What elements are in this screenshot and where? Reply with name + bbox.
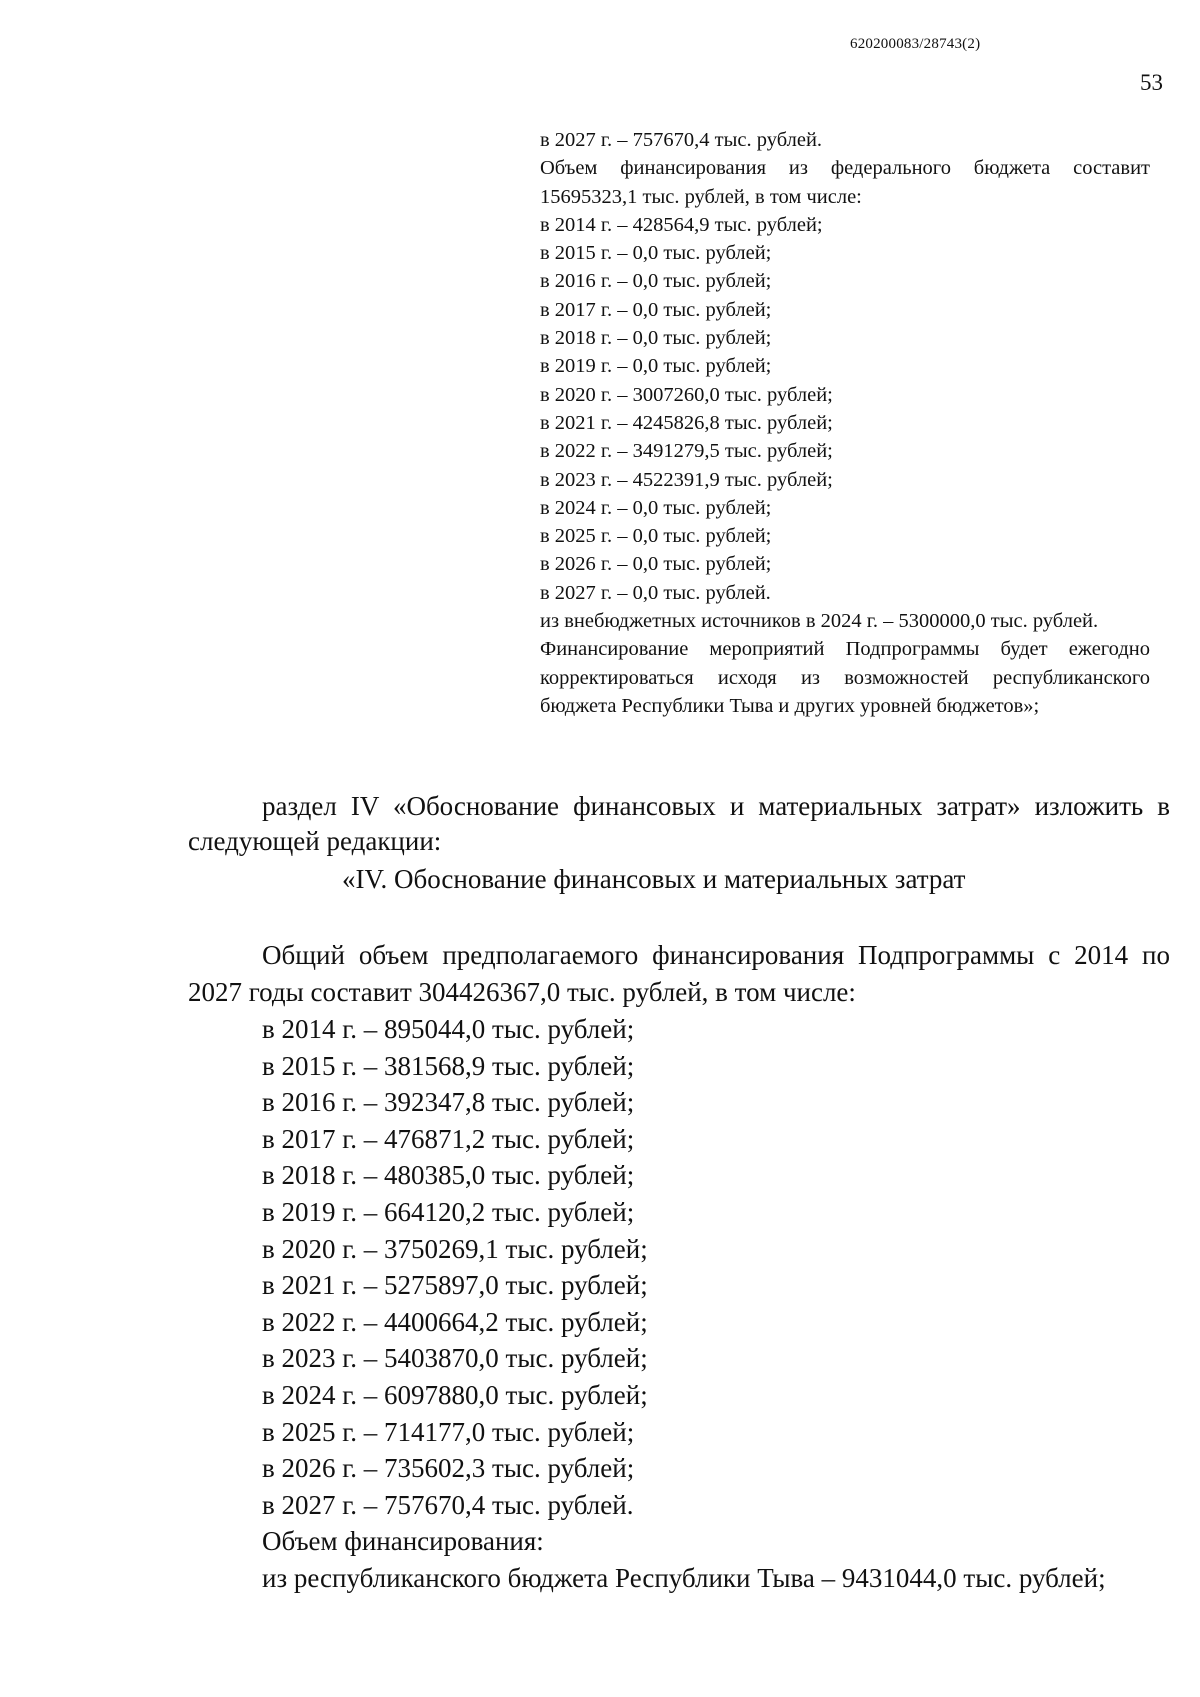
general-year-line: в 2025 г. – 714177,0 тыс. рублей; (262, 1416, 635, 1447)
federal-year-line: в 2025 г. – 0,0 тыс. рублей; (540, 525, 772, 548)
federal-year-line: в 2022 г. – 3491279,5 тыс. рублей; (540, 440, 833, 463)
general-year-line: в 2021 г. – 5275897,0 тыс. рублей; (262, 1270, 648, 1301)
general-funding-intro: Общий объем предполагаемого финансирования Подпрограммы с 2014 по 2027 годы составит 304426367,0 тыс. рублей, в том числе: (188, 940, 1170, 1007)
correction-note: Финансирование мероприятий Подпрограммы будет ежегодно корректироваться исходя из возможностей республиканского бюджета Республики Тыва и других уровней бюджетов»; (540, 638, 1150, 717)
extrabudgetary-sources: из внебюджетных источников в 2024 г. – 5300000,0 тыс. рублей. (540, 610, 1099, 633)
federal-year-line: в 2026 г. – 0,0 тыс. рублей; (540, 553, 772, 576)
general-year-list (262, 1011, 1106, 1597)
general-year-line: в 2019 г. – 664120,2 тыс. рублей; (262, 1196, 635, 1227)
general-year-line: в 2022 г. – 4400664,2 тыс. рублей; (262, 1306, 648, 1337)
federal-year-line: в 2024 г. – 0,0 тыс. рублей; (540, 496, 772, 519)
general-year-line: в 2018 г. – 480385,0 тыс. рублей; (262, 1160, 635, 1191)
federal-year-line: в 2014 г. – 428564,9 тыс. рублей; (540, 213, 823, 236)
funding-volume-label: Объем финансирования: (262, 1526, 544, 1557)
federal-year-line: в 2018 г. – 0,0 тыс. рублей; (540, 327, 772, 350)
general-year-line: в 2016 г. – 392347,8 тыс. рублей; (262, 1087, 635, 1118)
federal-year-line: в 2020 г. – 3007260,0 тыс. рублей; (540, 383, 833, 406)
document-id: 620200083/28743(2) (850, 36, 981, 52)
republic-budget-line: из республиканского бюджета Республики Тыва – 9431044,0 тыс. рублей; (262, 1562, 1106, 1593)
general-year-line: в 2020 г. – 3750269,1 тыс. рублей; (262, 1233, 648, 1264)
total-2027-line: в 2027 г. – 757670,4 тыс. рублей. (540, 129, 823, 151)
general-year-line: в 2026 г. – 735602,3 тыс. рублей; (262, 1453, 635, 1484)
general-year-line: в 2015 г. – 381568,9 тыс. рублей; (262, 1050, 635, 1081)
section-heading: «IV. Обоснование финансовых и материальных затрат (342, 864, 966, 894)
general-year-line: в 2024 г. – 6097880,0 тыс. рублей; (262, 1379, 648, 1410)
federal-year-line: в 2017 г. – 0,0 тыс. рублей; (540, 298, 772, 321)
federal-year-line: в 2027 г. – 0,0 тыс. рублей. (540, 581, 771, 604)
section-intro-paragraph: раздел IV «Обоснование финансовых и материальных затрат» изложить в следующей редакции: (188, 791, 1170, 856)
federal-funding-block (540, 126, 1150, 720)
general-year-line: в 2023 г. – 5403870,0 тыс. рублей; (262, 1343, 648, 1374)
federal-year-line: в 2015 г. – 0,0 тыс. рублей; (540, 242, 772, 265)
federal-year-line: в 2019 г. – 0,0 тыс. рублей; (540, 355, 772, 378)
general-year-line: в 2014 г. – 895044,0 тыс. рублей; (262, 1014, 635, 1044)
page-number: 53 (1140, 70, 1163, 95)
general-year-line: в 2017 г. – 476871,2 тыс. рублей; (262, 1123, 635, 1154)
general-year-line: в 2027 г. – 757670,4 тыс. рублей. (262, 1489, 634, 1520)
federal-year-line: в 2021 г. – 4245826,8 тыс. рублей; (540, 411, 833, 434)
federal-year-line: в 2016 г. – 0,0 тыс. рублей; (540, 270, 772, 293)
federal-budget-intro: Объем финансирования из федерального бюджета составит 15695323,1 тыс. рублей, в том числе: (540, 157, 1150, 208)
federal-year-line: в 2023 г. – 4522391,9 тыс. рублей; (540, 468, 833, 491)
